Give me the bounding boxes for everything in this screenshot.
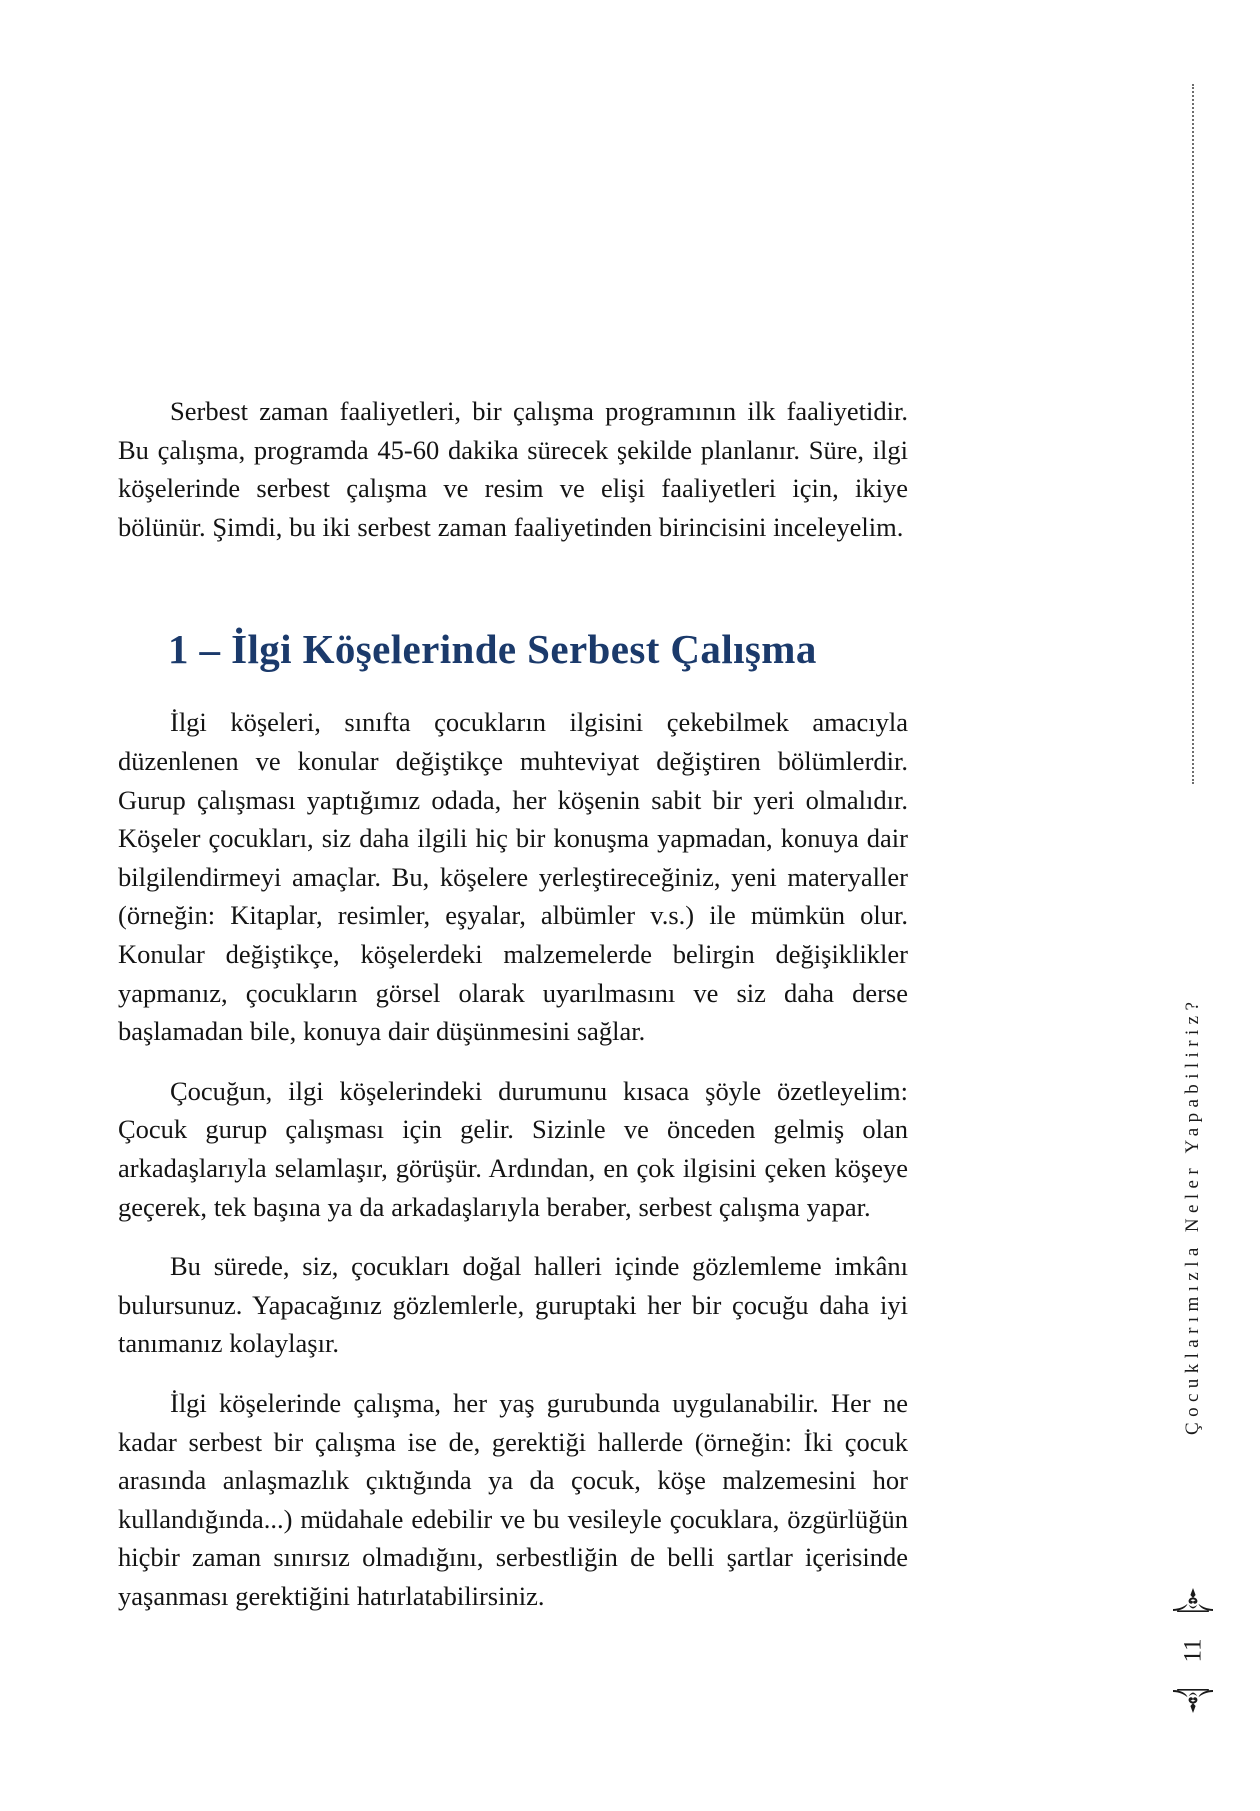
body-paragraph: Bu sürede, siz, çocukları doğal halleri içinde gözlemleme imkânı bulursunuz. Yapacağınız gözlemlerle, guruptaki her bir çocuğu daha iyi tanımanız kolaylaşır. <box>118 1251 908 1359</box>
side-rail <box>1170 84 1216 1719</box>
body-paragraph: İlgi köşeleri, sınıfta çocukların ilgisini çekebilmek amacıyla düzenlenen ve konular değiştikçe muhteviyat değiştiren bölümlerdir. Gurup çalışması yaptığımız odada, her köşenin sabit bir yeri olmalıdır. Köşeler çocukları, siz daha ilgili hiç bir konuşma yapmadan, konuya dair bilgilendirmeyi amaçlar. Bu, köşelere yerleştireceğiniz, yeni materyaller (örneğin: Kitaplar, resimler, eşyalar, albümler v.s.) ile mümkün olur. Konular değiştikçe, köşelerdeki malzemelerde belirgin değişiklikler yapmanız, çocukların görsel olarak uyarılmasını ve siz daha derse başlamadan bile, konuya dair düşünmesini sağlar. <box>118 707 908 1047</box>
body-paragraph: İlgi köşelerinde çalışma, her yaş gurubunda uygulanabilir. Her ne kadar serbest bir çalışma ise de, gerektiği hallerde (örneğin: İki çocuk arasında anlaşmazlık çıktığında ya da çocuk, köşe malzemesini hor kullandığında...) müdahale edebilir ve bu vesileyle çocuklara, özgürlüğün hiçbir zaman sınırsız olmadığını, serbestliğin de belli şartlar içerisinde yaşanması gerektiğini hatırlatabilirsiniz. <box>118 1387 908 1611</box>
text-column <box>118 392 908 1615</box>
section-heading-block <box>118 628 908 671</box>
folio <box>1170 1586 1216 1715</box>
fleuron-ornament-icon <box>1170 1586 1216 1626</box>
fleuron-ornament-icon <box>1170 1675 1216 1715</box>
page-number: 11 <box>1179 1638 1207 1663</box>
running-head: Çocuklarımızla Neler Yapabiliriz? <box>1182 996 1203 1435</box>
section-heading: 1 – İlgi Köşelerinde Serbest Çalışma <box>168 626 817 673</box>
body-paragraph: Çocuğun, ilgi köşelerindeki durumunu kısaca şöyle özetleyelim: Çocuk gurup çalışması için gelir. Sizinle ve önceden gelmiş olan arkadaşlarıyla selamlaşır, görüşür. Ardından, en çok ilgisini çeken köşeye geçerek, tek başına ya da arkadaşlarıyla beraber, serbest çalışma yapar. <box>118 1075 908 1222</box>
dotted-rule-icon <box>1192 84 1194 784</box>
intro-paragraph: Serbest zaman faaliyetleri, bir çalışma programının ilk faaliyetidir. Bu çalışma, programda 45-60 dakika sürecek şekilde planlanır. Süre, ilgi köşelerinde serbest çalışma ve resim ve elişi faaliyetleri için, ikiye bölünür. Şimdi, bu iki serbest zaman faaliyetinden birincisini inceleyelim. <box>118 396 908 542</box>
